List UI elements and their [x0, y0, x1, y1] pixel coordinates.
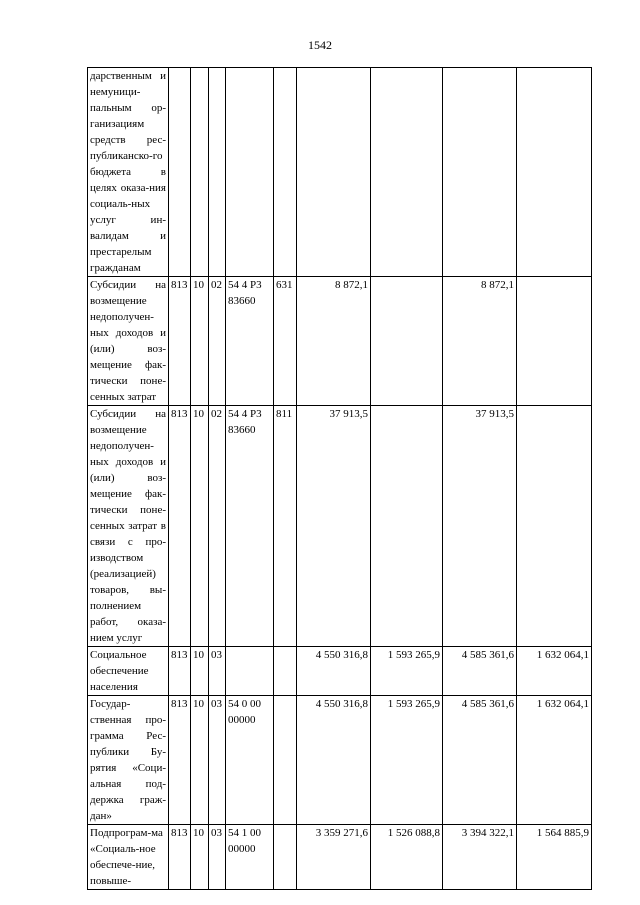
sum-year2-federal-cell — [517, 406, 592, 647]
ministry-code-cell: 813 — [169, 406, 191, 647]
section-code-cell: 10 — [191, 647, 209, 696]
sum-year1-cell: 3 359 271,6 — [297, 825, 371, 890]
row-name-cell: Субсидии на возмещение недополучен-ных доходов и (или) воз-мещение фак-тически поне-сенных затрат в связи с про-изводством (реализацией) товаров, вы-полнением работ, оказа-нием услуг — [88, 406, 169, 647]
row-name-cell: Социальное обеспечение населения — [88, 647, 169, 696]
sum-year1-federal-cell — [371, 406, 443, 647]
sum-year2-cell — [443, 68, 517, 277]
table-row — [88, 647, 592, 696]
subsection-code-cell: 03 — [209, 647, 226, 696]
row-name-cell: дарственным и немуници-пальным ор-ганизациям средств рес-публиканско-го бюджета в целях оказа-ния социаль-ных услуг ин-валидам и престарелым гражданам — [88, 68, 169, 277]
sum-year2-cell: 37 913,5 — [443, 406, 517, 647]
ministry-code-cell: 813 — [169, 277, 191, 406]
subsection-code-cell — [209, 68, 226, 277]
table-row — [88, 68, 592, 277]
section-code-cell: 10 — [191, 277, 209, 406]
section-code-cell: 10 — [191, 406, 209, 647]
section-code-cell: 10 — [191, 825, 209, 890]
sum-year1-federal-cell — [371, 68, 443, 277]
table-row — [88, 825, 592, 890]
sum-year2-federal-cell — [517, 277, 592, 406]
sum-year1-cell — [297, 68, 371, 277]
sum-year1-federal-cell: 1 526 088,8 — [371, 825, 443, 890]
table-row — [88, 406, 592, 647]
sum-year2-federal-cell: 1 632 064,1 — [517, 696, 592, 825]
target-code-cell: 54 4 P3 83660 — [226, 406, 274, 647]
ministry-code-cell: 813 — [169, 825, 191, 890]
target-code-cell: 54 0 00 00000 — [226, 696, 274, 825]
table-row — [88, 277, 592, 406]
sum-year2-federal-cell: 1 632 064,1 — [517, 647, 592, 696]
sum-year1-cell: 4 550 316,8 — [297, 647, 371, 696]
budget-table — [87, 67, 592, 890]
row-name-cell: Субсидии на возмещение недополучен-ных доходов и (или) воз-мещение фак-тически поне-сенных затрат — [88, 277, 169, 406]
sum-year2-cell: 4 585 361,6 — [443, 647, 517, 696]
budget-table-body — [88, 68, 592, 890]
sum-year2-federal-cell — [517, 68, 592, 277]
target-code-cell — [226, 68, 274, 277]
subsection-code-cell: 03 — [209, 696, 226, 825]
row-name-cell: Государ-ственная про-грамма Рес-публики Бу-рятия «Соци-альная под-держка граж-дан» — [88, 696, 169, 825]
subsection-code-cell: 02 — [209, 277, 226, 406]
expense-type-cell: 631 — [274, 277, 297, 406]
ministry-code-cell: 813 — [169, 647, 191, 696]
expense-type-cell — [274, 647, 297, 696]
sum-year1-federal-cell: 1 593 265,9 — [371, 696, 443, 825]
section-code-cell — [191, 68, 209, 277]
row-name-cell: Подпрограм-ма «Социаль-ное обеспече-ние, повыше- — [88, 825, 169, 890]
sum-year2-cell: 8 872,1 — [443, 277, 517, 406]
table-row — [88, 696, 592, 825]
target-code-cell: 54 4 P3 83660 — [226, 277, 274, 406]
target-code-cell: 54 1 00 00000 — [226, 825, 274, 890]
sum-year2-cell: 4 585 361,6 — [443, 696, 517, 825]
expense-type-cell — [274, 68, 297, 277]
subsection-code-cell: 02 — [209, 406, 226, 647]
ministry-code-cell — [169, 68, 191, 277]
expense-type-cell — [274, 696, 297, 825]
section-code-cell: 10 — [191, 696, 209, 825]
sum-year1-federal-cell: 1 593 265,9 — [371, 647, 443, 696]
sum-year2-federal-cell: 1 564 885,9 — [517, 825, 592, 890]
sum-year1-federal-cell — [371, 277, 443, 406]
sum-year1-cell: 4 550 316,8 — [297, 696, 371, 825]
subsection-code-cell: 03 — [209, 825, 226, 890]
sum-year1-cell: 37 913,5 — [297, 406, 371, 647]
target-code-cell — [226, 647, 274, 696]
sum-year1-cell: 8 872,1 — [297, 277, 371, 406]
sum-year2-cell: 3 394 322,1 — [443, 825, 517, 890]
page-number: 1542 — [308, 38, 332, 52]
expense-type-cell — [274, 825, 297, 890]
expense-type-cell: 811 — [274, 406, 297, 647]
ministry-code-cell: 813 — [169, 696, 191, 825]
